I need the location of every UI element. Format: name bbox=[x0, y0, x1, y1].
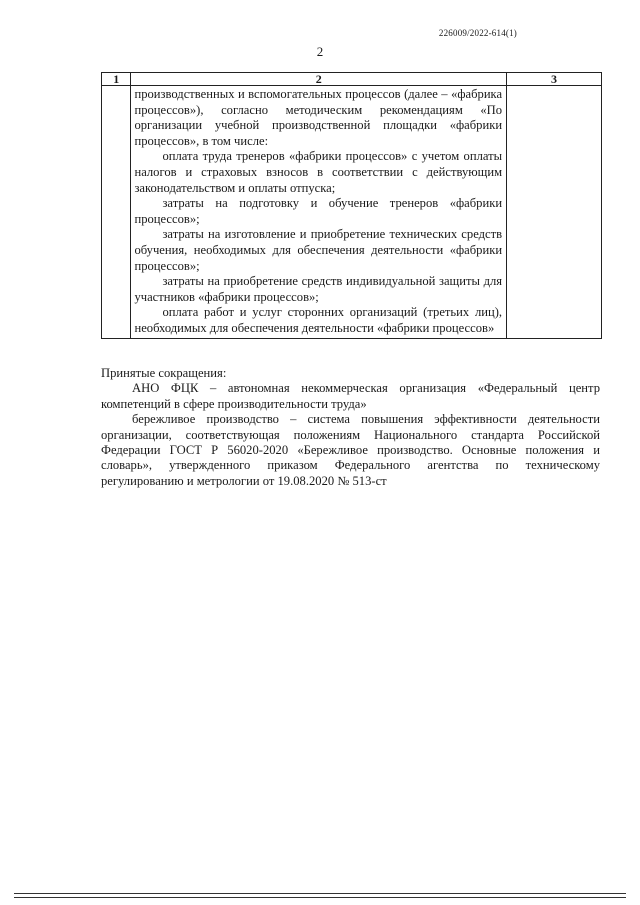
cell-paragraph: затраты на изготовление и приобретение технических средств обучения, необходимых для обеспечения деятельности «фабрики процессов»; bbox=[134, 227, 503, 273]
table-cell-col2 bbox=[131, 86, 507, 339]
column-header-3: 3 bbox=[507, 73, 602, 86]
table-cell-col1 bbox=[102, 86, 131, 339]
cell-paragraph: производственных и вспомогательных процессов (далее – «фабрика процессов»), согласно методическим рекомендациям «По организации учебной производственной площадки «фабрики процессов», в том числе: bbox=[134, 87, 503, 148]
document-registration-number: 226009/2022-614(1) bbox=[438, 28, 517, 38]
table-cell-col3 bbox=[507, 86, 602, 339]
abbreviations-heading: Принятые сокращения: bbox=[101, 366, 227, 380]
cell-paragraph: затраты на приобретение средств индивидуальной защиты для участников «фабрики процессов»; bbox=[134, 274, 503, 304]
page-number: 2 bbox=[316, 44, 324, 59]
abbreviation-item: АНО ФЦК – автономная некоммерческая организация «Федеральный центр компетенций в сфере производительности труда» bbox=[101, 381, 600, 411]
table-header-row bbox=[102, 73, 602, 86]
table-row bbox=[102, 86, 602, 339]
page-bottom-rule bbox=[14, 893, 626, 894]
cell-paragraph: затраты на подготовку и обучение тренеров «фабрики процессов»; bbox=[134, 196, 503, 226]
page-bottom-rule-secondary bbox=[14, 897, 626, 898]
column-header-2: 2 bbox=[131, 73, 507, 86]
cell-paragraph: оплата работ и услуг сторонних организаций (третьих лиц), необходимых для обеспечения деятельности «фабрики процессов» bbox=[134, 305, 503, 335]
cell-paragraph: оплата труда тренеров «фабрики процессов» с учетом оплаты налогов и страховых взносов в соответствии с действующим законодательством и оплаты отпуска; bbox=[134, 149, 503, 195]
abbreviations-section bbox=[101, 366, 600, 489]
column-header-1: 1 bbox=[102, 73, 131, 86]
cost-table bbox=[101, 72, 602, 339]
abbreviation-item: бережливое производство – система повышения эффективности деятельности организации, соответствующая положениям Национального стандарта Российской Федерации ГОСТ Р 56020-2020 «Бережливое производство. Основные положения и словарь», утвержденного приказом Федерального агентства по техническому регулированию и метрологии от 19.08.2020 № 513-ст bbox=[101, 412, 600, 488]
